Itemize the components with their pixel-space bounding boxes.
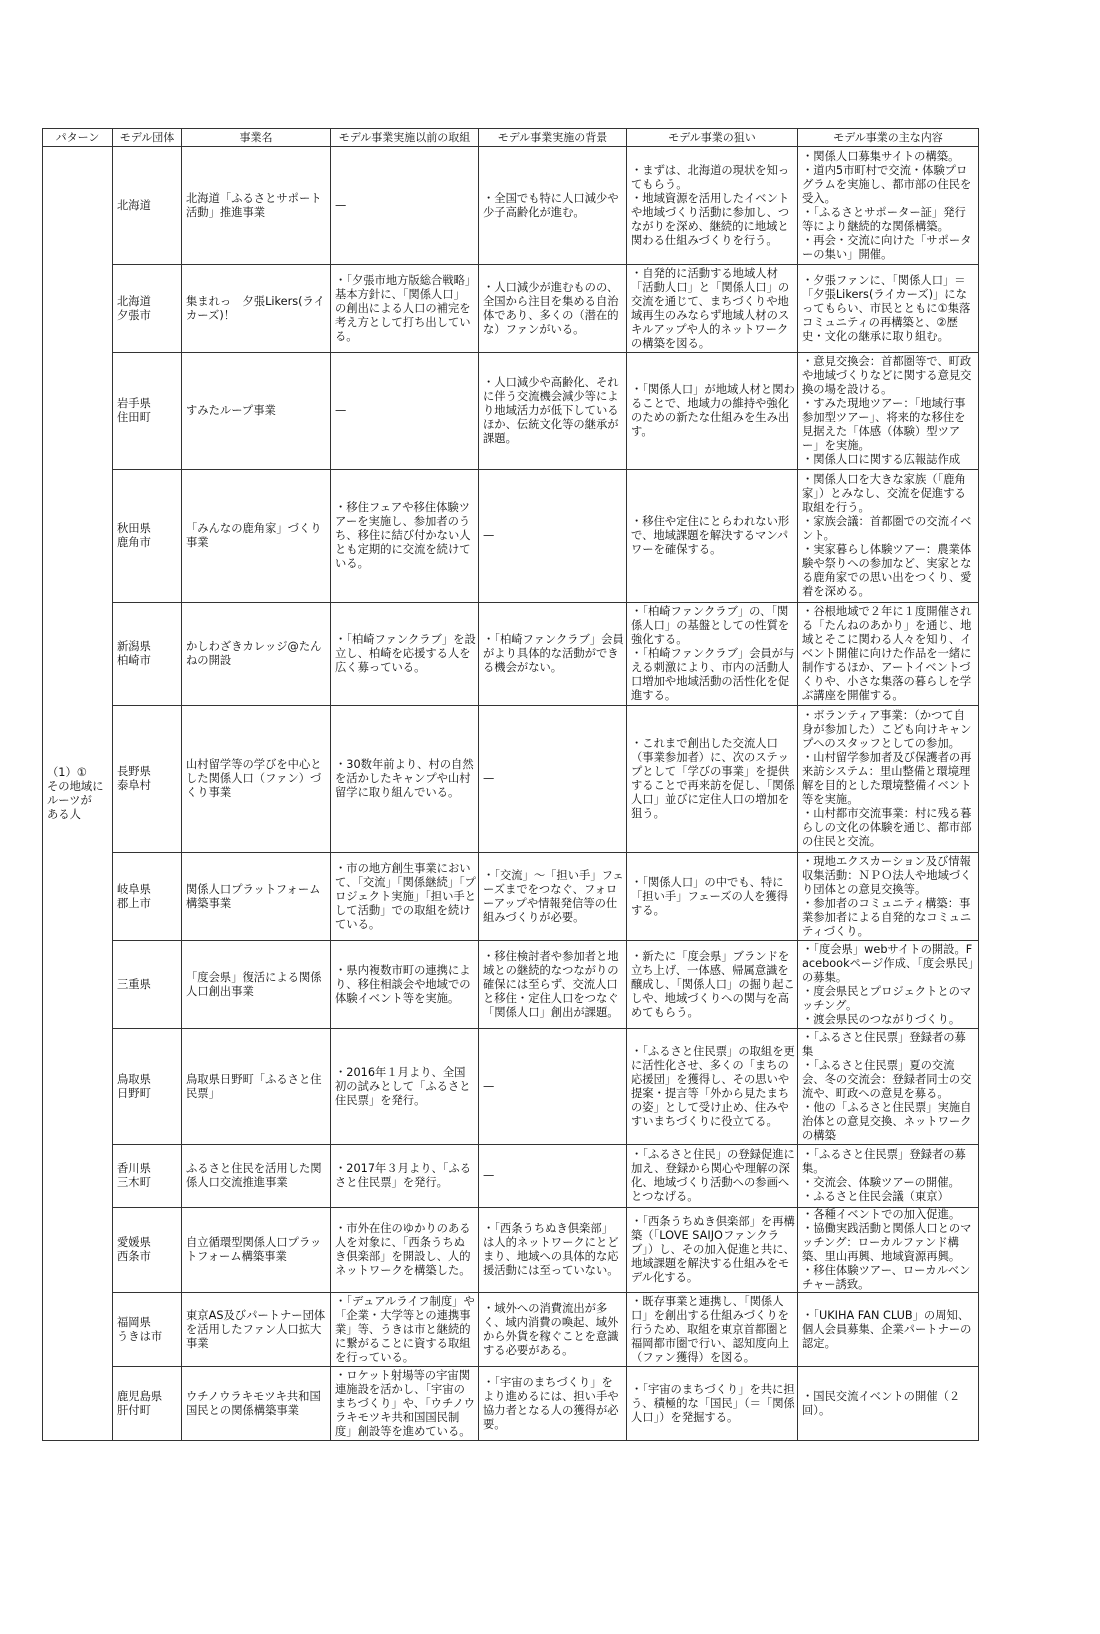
org-cell (113, 706, 182, 853)
background-item: ・移住検討者や参加者と地域との継続的なつながりの確保には至らず、交流人口と移住・定住人口をつなぐ「関係人口」創出が課題。 (483, 949, 619, 1019)
before-cell-text (335, 501, 476, 571)
content-cell-text (802, 1390, 976, 1418)
org-name-line: 愛媛県 (117, 1236, 151, 1249)
project-name-cell (182, 147, 331, 265)
before-cell-text (335, 633, 476, 675)
before-cell (331, 1293, 479, 1367)
aim-cell-text (631, 383, 795, 439)
content-item: ・協働実践活動と関係人口とのマッチング：ローカルファンド構築、里山再興、地域資源再興。 (802, 1222, 972, 1263)
header-content-label: モデル事業の主な内容 (833, 130, 943, 144)
pattern-line: ある人 (47, 807, 81, 821)
aim-cell (627, 853, 798, 941)
org-name-line: 郡上市 (117, 896, 151, 910)
pattern-label: （1）① (47, 765, 87, 779)
org-cell (113, 1145, 182, 1208)
background-cell-text (483, 192, 624, 220)
aim-item: ・「ふるさと住民票」の取組を更に活性化させ、多くの「まちの応援団」を獲得し、その思いや提案・提言等「外から見たまちの姿」として受け止め、住みやすいまちづくりに役立てる。 (631, 1044, 795, 1128)
aim-cell (627, 941, 798, 1029)
aim-cell (627, 1145, 798, 1208)
org-name-line: 鳥取県 (117, 1072, 151, 1086)
content-item: ・現地エクスカーション及び情報収集活動：ＮＰＯ法人や地域づくり団体との意見交換等。 (802, 854, 972, 896)
header-aim (627, 129, 798, 147)
project-name-cell-text (186, 883, 328, 911)
project-name: 東京AS及びパートナー団体を活用したファン人口拡大事業 (186, 1308, 326, 1350)
background-item: — (483, 529, 495, 542)
aim-item: ・「関係人口」が地域人材と関わることで、地域力の維持や強化のための新たな仕組みを生み出す。 (631, 383, 795, 438)
before-item: — (335, 198, 347, 212)
aim-cell (627, 706, 798, 853)
before-cell-text (335, 1066, 476, 1108)
project-name: かしわざきカレッジ@たんねの開設 (186, 640, 322, 667)
org-name-line: 岩手県 (117, 397, 151, 410)
before-cell (331, 941, 479, 1029)
before-item: ・市の地方創生事業において、「交流」「関係継続」「プロジェクト実施」「担い手として活動」での取組を続けている。 (335, 861, 476, 931)
project-name-cell (182, 941, 331, 1029)
content-item: ・夕張ファンに、「関係人口」＝「夕張Likers(ライカーズ)」になってもらい、市民とともに①集落コミュニティの再構築と、②歴史・文化の継承に取り組む。 (802, 273, 971, 343)
project-name-cell (182, 470, 331, 603)
org-cell-text (117, 883, 179, 911)
before-cell (331, 147, 479, 265)
content-item: ・ふるさと住民会議（東京） (802, 1190, 949, 1203)
project-name: 山村留学等の学びを中心とした関係人口（ファン）づくり事業 (186, 758, 322, 799)
content-cell-text (802, 1208, 976, 1292)
background-cell-text (483, 1222, 624, 1278)
content-cell-text (802, 943, 976, 1027)
project-name-cell-text (186, 404, 328, 418)
background-item: ・全国でも特に人口減少や少子高齢化が進む。 (483, 191, 619, 219)
before-cell (331, 1367, 479, 1441)
aim-cell (627, 603, 798, 706)
pattern-text (47, 766, 110, 822)
content-item: ・山村都市交流事業：村に残る暮らしの文化の体験を通じ、都市部の住民と交流。 (802, 807, 972, 848)
background-cell-text (483, 1080, 624, 1094)
aim-item: ・既存事業と連携し、「関係人口」を創出する仕組みづくりを行うため、取組を東京首都圏と福岡都市圏で行い、認知度向上（ファン獲得）を図る。 (631, 1294, 790, 1364)
aim-cell-text (631, 1148, 795, 1204)
org-name-line: 新潟県 (117, 640, 151, 653)
aim-item: ・「宇宙のまちづくり」を共に担う、積極的な「国民」（＝「関係人口」）を発掘する。 (631, 1382, 795, 1424)
content-cell (798, 603, 979, 706)
org-name-line: 秋田県 (117, 522, 151, 535)
content-item: ・関係人口を大きな家族（「鹿角家」）とみなし、交流を促進する取組を行う。 (802, 473, 966, 514)
aim-cell-text (631, 1295, 795, 1365)
org-name-line: 肝付町 (117, 1403, 151, 1417)
org-name-line: 福岡県 (117, 1315, 151, 1329)
content-cell (798, 1145, 979, 1208)
org-cell (113, 1293, 182, 1367)
org-cell (113, 1367, 182, 1441)
content-item: ・すみた現地ツアー：「地域行事参加型ツアー」、将来的な移住を見据えた「体感（体験）型ツアー」を実施。 (802, 397, 966, 452)
background-item: ・「柏崎ファンクラブ」会員がより具体的な活動ができる機会がない。 (483, 633, 624, 674)
background-cell (479, 147, 627, 265)
aim-cell (627, 1208, 798, 1293)
project-name-cell (182, 353, 331, 470)
project-name: 自立循環型関係人口プラットフォーム構築事業 (186, 1236, 322, 1263)
aim-cell (627, 1293, 798, 1367)
aim-cell-text (631, 737, 795, 821)
project-name-cell (182, 603, 331, 706)
before-cell (331, 265, 479, 353)
background-item: ・域外への消費流出が多く、域内消費の喚起、域外から外貨を稼ぐことを意識する必要がある。 (483, 1301, 619, 1357)
header-org (113, 129, 182, 147)
org-cell (113, 353, 182, 470)
org-cell (113, 853, 182, 941)
before-item: ・市外在住のゆかりのある人を対象に、「西条うちぬき倶楽部」を開設し、人的ネットワークを構築した。 (335, 1222, 471, 1277)
org-name-line: 柏崎市 (117, 654, 151, 667)
background-item: — (483, 1079, 495, 1093)
project-name-cell-text (186, 1073, 328, 1101)
aim-cell-text (631, 605, 795, 703)
aim-cell-text (631, 950, 795, 1020)
content-item: ・「度会県」webサイトの開設。Facebookページ作成、「度会県民」の募集。 (802, 942, 974, 984)
content-cell-text (802, 1148, 976, 1204)
org-name-line: 長野県 (117, 765, 151, 778)
org-cell-text (117, 765, 179, 793)
before-cell-text (335, 1222, 476, 1278)
project-name: 鳥取県日野町「ふるさと住民票」 (186, 1072, 322, 1100)
content-item: ・関係人口に関する広報誌作成 (802, 453, 961, 466)
before-item: — (335, 404, 347, 417)
before-cell (331, 1145, 479, 1208)
project-name-cell-text (186, 522, 328, 550)
content-item: ・再会・交流に向けた「サポーターの集い」開催。 (802, 233, 972, 261)
aim-item: ・「柏崎ファンクラブ」の、「関係人口」の基盤としての性質を強化する。 (631, 605, 790, 646)
org-cell (113, 1029, 182, 1145)
background-cell (479, 1208, 627, 1293)
content-cell (798, 1367, 979, 1441)
org-cell (113, 1208, 182, 1293)
background-cell-text (483, 281, 624, 337)
content-cell-text (802, 1031, 976, 1143)
aim-item: ・「西条うちぬき倶楽部」を再構築（「LOVE SAIJOファンクラブ」）し、その加入促進と共に、地域課題を解決する仕組みをモデル化する。 (631, 1215, 795, 1284)
before-cell-text (335, 199, 476, 213)
org-name-line: 三重県 (117, 977, 151, 991)
org-name-line: 泰阜村 (117, 779, 151, 792)
project-name-cell-text (186, 971, 328, 999)
before-cell-text (335, 964, 476, 1006)
project-name: 集まれっ 夕張Likers(ライカーズ)！ (186, 294, 325, 322)
aim-item: ・これまで創出した交流人口（事業参加者）に、次のステップとして「学びの事業」を提供することで再来訪を促し、「関係人口」並びに定住人口の増加を狙う。 (631, 737, 795, 820)
background-cell-text (483, 1302, 624, 1358)
org-name-line: 三木町 (117, 1176, 151, 1189)
before-cell (331, 353, 479, 470)
content-cell-text (802, 274, 976, 344)
before-cell-text (335, 274, 476, 344)
aim-cell (627, 265, 798, 353)
background-cell (479, 353, 627, 470)
org-name-line: 夕張市 (117, 308, 151, 322)
aim-item: ・移住や定住にとらわれない形で、地域課題を解決するマンパワーを確保する。 (631, 515, 790, 556)
content-cell (798, 470, 979, 603)
content-item: ・「ふるさとサポーター証」発行等により継続的な関係構築。 (802, 205, 966, 233)
background-item: ・人口減少が進むものの、全国から注目を集める自治体であり、多くの（潜在的な）ファンがいる。 (483, 280, 619, 336)
before-cell-text (335, 1162, 476, 1190)
header-content (798, 129, 979, 147)
project-name-cell-text (186, 192, 328, 220)
before-cell (331, 853, 479, 941)
org-cell-text (117, 522, 179, 550)
aim-cell-text (631, 515, 795, 557)
aim-cell (627, 1367, 798, 1441)
aim-cell (627, 353, 798, 470)
project-name-cell (182, 1145, 331, 1208)
header-name-label: 事業名 (239, 130, 273, 144)
aim-item: ・新たに「度会県」ブランドを立ち上げ、一体感、帰属意識を醸成し、「関係人口」の掘り起こしや、地域づくりへの関与を高めてもらう。 (631, 949, 795, 1019)
aim-cell-text (631, 1045, 795, 1129)
aim-item: ・「ふるさと住民」の登録促進に加え、登録から関心や理解の深化、地域づくり活動への参画へとつなげる。 (631, 1148, 795, 1203)
content-item: ・「UKIHA FAN CLUB」の周知、個人会員募集、企業パートナーの認定。 (802, 1308, 972, 1350)
header-aim-label: モデル事業の狙い (668, 130, 756, 144)
aim-cell (627, 147, 798, 265)
content-item: ・渡会県民のつながりづくり。 (802, 1012, 961, 1026)
project-name-cell (182, 853, 331, 941)
before-item: ・県内複数市町の連携により、移住相談会や地域での体験イベント等を実施。 (335, 963, 471, 1005)
org-cell-text (117, 640, 179, 668)
aim-cell-text (631, 267, 795, 351)
pattern-line: ルーツが (47, 793, 92, 807)
background-cell (479, 1029, 627, 1145)
org-cell (113, 470, 182, 603)
content-item: ・家族会議：首都圏での交流イベント。 (802, 515, 972, 542)
org-name-line: 日野町 (117, 1086, 151, 1100)
org-name-line: 北海道 (117, 294, 151, 308)
header-name (182, 129, 331, 147)
org-cell-text (117, 1236, 179, 1264)
background-cell-text (483, 950, 624, 1020)
background-cell (479, 941, 627, 1029)
header-pattern-label: パターン (55, 130, 100, 144)
content-item: ・「ふるさと住民票」登録者の募集 (802, 1030, 966, 1058)
before-cell (331, 470, 479, 603)
content-item: ・関係人口募集サイトの構築。 (802, 149, 960, 163)
org-cell (113, 265, 182, 353)
aim-item: ・地域資源を活用したイベントや地域づくり活動に参加し、つながりを深め、継続的に地域と関わる仕組みづくりを行う。 (631, 191, 790, 247)
background-item: — (483, 772, 495, 785)
aim-item: ・「関係人口」の中でも、特に「担い手」フェーズの人を獲得する。 (631, 875, 789, 917)
org-name-line: 鹿角市 (117, 536, 151, 549)
aim-cell (627, 1029, 798, 1145)
content-cell (798, 147, 979, 265)
aim-item: ・自発的に活動する地域人材「活動人口」と「関係人口」の交流を通じて、まちづくりや地域再生のみならず地域人材のスキルアップや人的ネットワークの構築を図る。 (631, 266, 790, 350)
aim-cell-text (631, 164, 795, 248)
org-cell (113, 941, 182, 1029)
org-name-line: うきは市 (117, 1329, 163, 1343)
background-cell (479, 470, 627, 603)
project-name-cell-text (186, 1236, 328, 1264)
before-item: ・「夕張市地方版総合戦略」基本方針に、「関係人口」の創出による人口の補完を考え方として打ち出している。 (335, 273, 471, 343)
background-cell-text (483, 772, 624, 786)
before-cell-text (335, 1295, 476, 1365)
org-cell-text (117, 1390, 179, 1418)
background-item: ・人口減少や高齢化、それに伴う交流機会減少等により地域活力が低下しているほか、伝統文化等の継承が課題。 (483, 376, 619, 445)
org-cell-text (117, 978, 179, 992)
background-cell (479, 265, 627, 353)
before-item: ・2017年３月より、「ふるさと住民票」を発行。 (335, 1162, 472, 1189)
content-item: ・道内5市町村で交流・体験プログラムを実施し、都市部の住民を受入。 (802, 163, 972, 205)
content-cell (798, 1208, 979, 1293)
before-cell-text (335, 404, 476, 418)
project-name: 北海道「ふるさとサポート活動」推進事業 (186, 191, 322, 219)
content-cell-text (802, 355, 976, 467)
project-name-cell (182, 265, 331, 353)
background-cell-text (483, 1169, 624, 1183)
content-item: ・山村留学参加者及び保護者の再来訪システム：里山整備と環境理解を目的とした環境整備イベント等を実施。 (802, 751, 972, 806)
content-cell (798, 1029, 979, 1145)
background-cell (479, 706, 627, 853)
content-item: ・他の「ふるさと住民票」実施自治体との意見交換、ネットワークの構築 (802, 1100, 972, 1142)
content-item: ・参加者のコミュニティ構築：事業参加者による自発的なコミュニティづくり。 (802, 896, 972, 938)
background-cell (479, 603, 627, 706)
content-cell (798, 706, 979, 853)
header-before (331, 129, 479, 147)
background-cell-text (483, 376, 624, 446)
org-cell-text (117, 1162, 179, 1190)
project-name-cell-text (186, 1390, 328, 1418)
org-cell (113, 147, 182, 265)
header-org-label: モデル団体 (119, 130, 175, 144)
org-cell-text (117, 1073, 179, 1101)
content-cell-text (802, 1309, 976, 1351)
before-item: ・2016年１月より、全国初の試みとして「ふるさと住民票」を発行。 (335, 1065, 471, 1107)
project-name: ウチノウラキモツキ共和国国民との関係構築事業 (186, 1389, 321, 1417)
aim-cell (627, 470, 798, 603)
background-item: ・「西条うちぬき倶楽部」は人的ネットワークにとどまり、地域への具体的な応援活動には至っていない。 (483, 1222, 619, 1277)
content-cell (798, 941, 979, 1029)
content-cell (798, 853, 979, 941)
background-cell (479, 1367, 627, 1441)
content-cell (798, 353, 979, 470)
project-name-cell-text (186, 640, 328, 668)
org-cell-text (117, 295, 179, 323)
project-name: ふるさと住民を活用した関係人口交流推進事業 (186, 1162, 322, 1189)
aim-cell-text (631, 1383, 795, 1425)
header-before-label: モデル事業実施以前の取組 (338, 130, 471, 144)
project-name: すみたループ事業 (186, 404, 276, 417)
before-cell (331, 1208, 479, 1293)
content-item: ・移住体験ツアー、ローカルベンチャー誘致。 (802, 1264, 971, 1291)
org-name-line: 北海道 (117, 198, 151, 212)
org-name-line: 西条市 (117, 1250, 151, 1263)
project-name-cell (182, 1029, 331, 1145)
project-name-cell (182, 1208, 331, 1293)
project-name-cell-text (186, 758, 328, 800)
background-cell (479, 853, 627, 941)
model-project-table (42, 128, 979, 1441)
background-item: ・「交流」～「担い手」フェーズまでをつなぐ、フォローアップや情報発信等の仕組みづくりが必要。 (483, 868, 624, 924)
pattern-cell (43, 147, 113, 1441)
project-name-cell (182, 1293, 331, 1367)
project-name: 「度会県」復活による関係人口創出事業 (186, 970, 322, 998)
before-cell-text (335, 1369, 476, 1439)
content-cell (798, 265, 979, 353)
content-item: ・国民交流イベントの開催（２回）。 (802, 1389, 961, 1417)
background-cell (479, 1145, 627, 1208)
content-cell-text (802, 709, 976, 849)
content-cell-text (802, 855, 976, 939)
background-cell-text (483, 529, 624, 543)
org-cell-text (117, 397, 179, 425)
content-cell (798, 1293, 979, 1367)
aim-cell-text (631, 876, 795, 918)
before-item: ・「柏崎ファンクラブ」を設立し、柏崎を応援する人を広く募っている。 (335, 633, 476, 674)
aim-item: ・まずは、北海道の現状を知ってもらう。 (631, 163, 790, 191)
background-item: — (483, 1169, 495, 1182)
before-item: ・「デュアルライフ制度」や「企業・大学等との連携事業」等、うきは市と継続的に繋がることに資する取組を行っている。 (335, 1294, 475, 1364)
project-name-cell-text (186, 1309, 328, 1351)
content-item: ・各種イベントでの加入促進。 (802, 1208, 961, 1221)
content-item: ・意見交換会：首都圏等で、町政や地域づくりなどに関する意見交換の場を設ける。 (802, 355, 972, 396)
content-cell-text (802, 473, 976, 599)
org-cell-text (117, 1316, 179, 1344)
header-background-label: モデル事業実施の背景 (497, 130, 608, 144)
before-cell (331, 706, 479, 853)
project-name-cell (182, 1367, 331, 1441)
content-item: ・度会県民とプロジェクトとのマッチング。 (802, 984, 972, 1012)
before-item: ・移住フェアや移住体験ツアーを実施し、参加者のうち、移住に結び付かない人とも定期的に交流を続けている。 (335, 501, 471, 570)
background-cell-text (483, 633, 624, 675)
before-item: ・30数年前より、村の自然を活かしたキャンプや山村留学に取り組んでいる。 (335, 758, 474, 799)
org-cell-text (117, 199, 179, 213)
header-pattern (43, 129, 113, 147)
aim-item: ・「柏崎ファンクラブ」会員が与える刺激により、市内の活動人口増加や地域活動の活性化を促進する。 (631, 647, 795, 702)
pattern-line: その地域に (47, 779, 104, 793)
content-item: ・実家暮らし体験ツアー：農業体験や祭りへの参加など、実家となる鹿角家での思い出をつくり、愛着を深める。 (802, 543, 972, 598)
org-name-line: 岐阜県 (117, 882, 151, 896)
before-cell-text (335, 758, 476, 800)
content-item: ・「ふるさと住民票」登録者の募集。 (802, 1148, 966, 1175)
content-item: ・「ふるさと住民票」夏の交流会、冬の交流会：登録者同士の交流や、町政への意見を募る。 (802, 1058, 972, 1100)
background-cell-text (483, 1376, 624, 1432)
project-name: 「みんなの鹿角家」づくり事業 (186, 522, 322, 549)
content-cell-text (802, 150, 976, 262)
aim-cell-text (631, 1215, 795, 1285)
project-name-cell (182, 706, 331, 853)
project-name-cell-text (186, 295, 328, 323)
content-item: ・交流会、体験ツアーの開催。 (802, 1176, 960, 1189)
header-background (479, 129, 627, 147)
content-item: ・谷根地域で２年に１度開催される「たんねのあかり」を通じ、地域とそこに関わる人々を知り、イベント開催に向けた作品を一緒に制作するほか、アートイベントづくりや、小さな集落の暮らしを学ぶ講座を開催する。 (802, 605, 972, 702)
before-item: ・ロケット射場等の宇宙関連施設を活かし、「宇宙のまちづくり」や、「ウチノウラキモツキ共和国国民制度」創設等を進めている。 (335, 1368, 476, 1438)
before-cell (331, 603, 479, 706)
project-name-cell-text (186, 1162, 328, 1190)
org-name-line: 香川県 (117, 1162, 151, 1175)
org-name-line: 住田町 (117, 411, 151, 424)
before-cell (331, 1029, 479, 1145)
background-cell (479, 1293, 627, 1367)
org-cell (113, 603, 182, 706)
content-item: ・ボランティア事業：（かつて自身が参加した）こども向けキャンプへのスタッフとしての参加。 (802, 709, 972, 750)
org-name-line: 鹿児島県 (117, 1389, 163, 1403)
before-cell-text (335, 862, 476, 932)
project-name: 関係人口プラットフォーム構築事業 (186, 882, 321, 910)
content-cell-text (802, 605, 976, 703)
background-item: ・「宇宙のまちづくり」をより進めるには、担い手や協力者となる人の獲得が必要。 (483, 1375, 619, 1431)
background-cell-text (483, 869, 624, 925)
